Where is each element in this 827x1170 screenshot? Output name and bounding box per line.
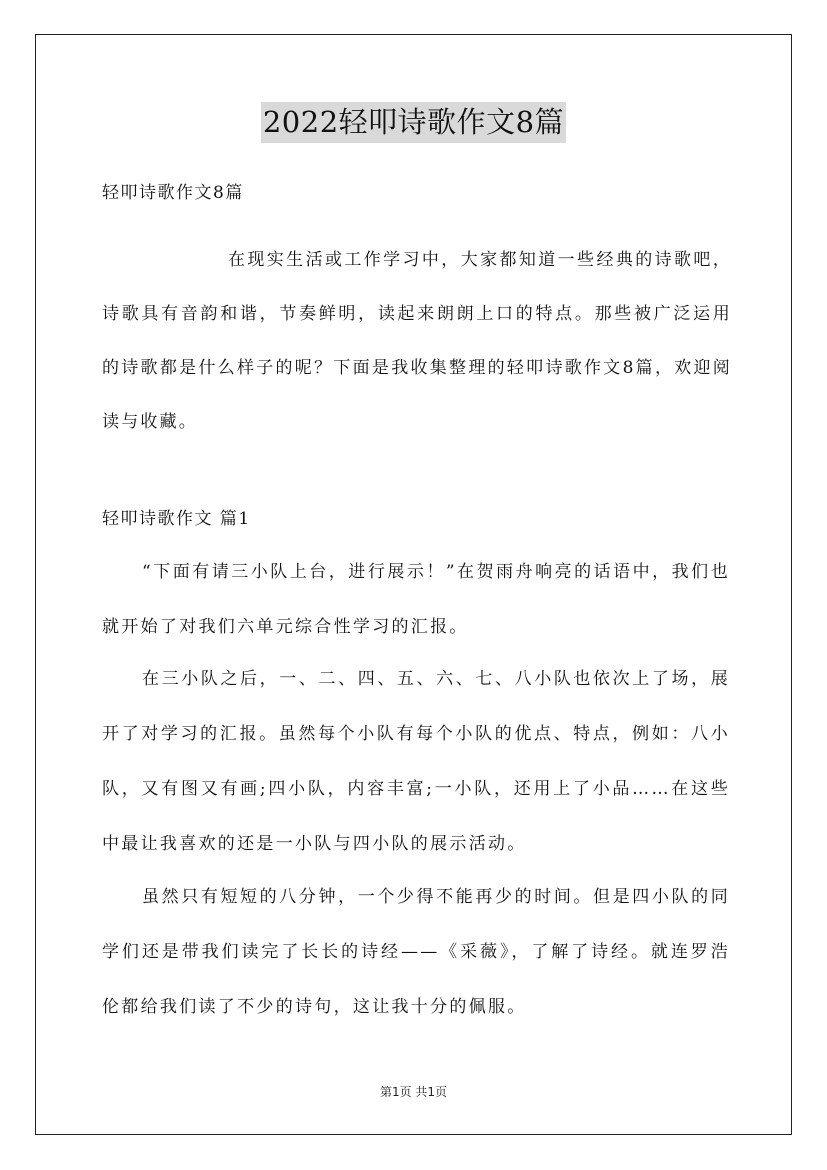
document-title: 2022轻叩诗歌作文8篇 xyxy=(261,102,566,143)
body-paragraph: “下面有请三小队上台，进行展示！”在贺雨舟响亮的话语中，我们也就开始了对我们六单元综合性学习的汇报。 xyxy=(102,562,730,637)
body-paragraph: 在三小队之后，一、二、四、五、六、七、八小队也依次上了场，展开了对学习的汇报。虽然每个小队有每个小队的优点、特点，例如：八小队，又有图又有画;四小队，内容丰富;一小队，还用上了小品……在这些中最让我喜欢的还是一小队与四小队的展示活动。 xyxy=(102,669,730,854)
page-footer: 第1页 共1页 xyxy=(379,1085,448,1099)
body-paragraph: 虽然只有短短的八分钟，一个少得不能再少的时间。但是四小队的同学们还是带我们读完了长长的诗经——《采薇》，了解了诗经。就连罗浩伦都给我们读了不少的诗句，这让我十分的佩服。 xyxy=(102,887,730,1017)
section-heading: 轻叩诗歌作文 篇1 xyxy=(102,509,251,529)
document-subtitle: 轻叩诗歌作文8篇 xyxy=(102,183,244,203)
intro-paragraph: 在现实生活或工作学习中，大家都知道一些经典的诗歌吧，诗歌具有音韵和谐，节奏鲜明，读起来朗朗上口的特点。那些被广泛运用的诗歌都是什么样子的呢？下面是我收集整理的轻叩诗歌作文8篇，欢迎阅读与收藏。 xyxy=(102,250,732,432)
title-container xyxy=(0,102,827,143)
